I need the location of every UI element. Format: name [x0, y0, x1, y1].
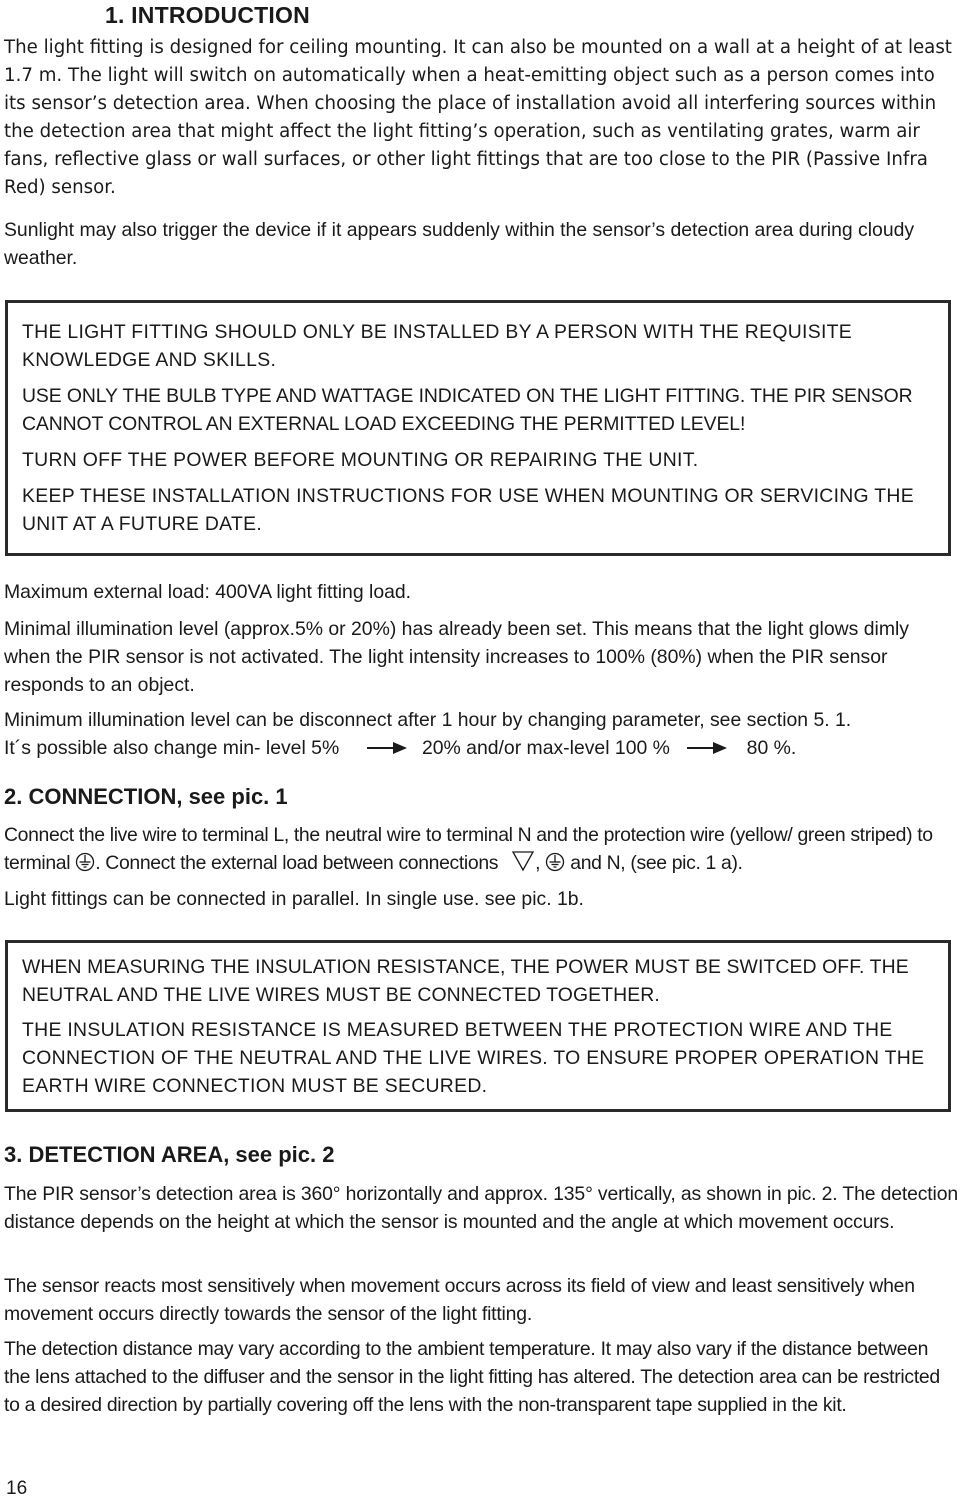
connection-text-b: . Connect the external load between connections [95, 852, 499, 874]
warning-line-installer: THE LIGHT FITTING SHOULD ONLY BE INSTALLED BY A PERSON WITH THE REQUISITE KNOWLEDGE AND SKILLS. [22, 321, 853, 371]
arrow-right-icon [367, 735, 407, 763]
warning-line-keep-instructions: KEEP THESE INSTALLATION INSTRUCTIONS FOR USE WHEN MOUNTING OR SERVICING THE UNIT AT A FUTURE DATE. [22, 485, 914, 535]
warning-line-power-off: TURN OFF THE POWER BEFORE MOUNTING OR REPAIRING THE UNIT. [22, 449, 699, 471]
warning-line-insulation-measure: WHEN MEASURING THE INSULATION RESISTANCE, THE POWER MUST BE SWITCED OFF. THE NEUTRAL AND THE LIVE WIRES MUST BE CONNECTED TOGETHER. [22, 956, 909, 1006]
section-heading-introduction: 1. INTRODUCTION [105, 2, 310, 28]
detection-paragraph-2: The sensor reacts most sensitively when movement occurs across its field of view and least sensitively when movement occurs directly towards the sensor of the light fitting. [4, 1275, 915, 1325]
triangle-down-icon [511, 850, 535, 880]
disconnect-illumination-text: Minimum illumination level can be disconnect after 1 hour by changing parameter, see section 5. 1. [4, 709, 852, 731]
min-illumination-text: Minimal illumination level (approx.5% or 20%) has already been set. This means that the light glows dimly when the PIR sensor is not activated. The light intensity increases to 100% (80%) when the PIR sensor responds to an object. [4, 618, 909, 696]
page-number: 16 [6, 1478, 28, 1499]
level-change-min-text: It´s possible also change min- level 5% [4, 737, 340, 759]
connection-paragraph-1 [4, 821, 959, 880]
warning-box-insulation [5, 940, 951, 1112]
level-change-mid-text: 20% and/or max-level 100 % [421, 737, 670, 759]
warning-box-installation [5, 300, 951, 556]
intro-paragraph-1: The light fitting is designed for ceiling mounting. It can also be mounted on a wall at a height of at least 1.7 m. The light will switch on automatically when a heat-emitting object such as a person comes into its sensor’s detection area. When choosing the place of installation avoid all interfering sources within the detection area that might affect the light fitting’s operation, such as ventilating grates, warm air fans, reflective glass or wall surfaces, or other light fittings that are too close to the PIR (Passive Infra Red) sensor. [4, 37, 952, 198]
detection-paragraph-3: The detection distance may vary according to the ambient temperature. It may also vary if the distance between the lens attached to the diffuser and the sensor in the light fitting has altered. The detection area can be restricted to a desired direction by partially covering off the lens with the non-transparent tape supplied in the kit. [4, 1338, 940, 1416]
connection-paragraph-2: Light fittings can be connected in parallel. In single use. see pic. 1b. [4, 888, 584, 910]
level-change-max-text: 80 %. [746, 737, 797, 759]
intro-paragraph-2: Sunlight may also trigger the device if it appears suddenly within the sensor’s detection area during cloudy weather. [4, 219, 915, 269]
connection-text-d: and N, (see pic. 1 a). [570, 852, 743, 874]
level-change-line [4, 734, 959, 763]
detection-paragraph-1: The PIR sensor’s detection area is 360° horizontally and approx. 135° vertically, as shown in pic. 2. The detection distance depends on the height at which the sensor is mounted and the angle at which movement occurs. [4, 1183, 958, 1233]
warning-line-bulb-type: USE ONLY THE BULB TYPE AND WATTAGE INDICATED ON THE LIGHT FITTING. THE PIR SENSOR CANNOT CONTROL AN EXTERNAL LOAD EXCEEDING THE PERMITTED LEVEL! [22, 385, 913, 435]
section-heading-detection-area: 3. DETECTION AREA, see pic. 2 [4, 1142, 335, 1167]
warning-line-insulation-resistance: THE INSULATION RESISTANCE IS MEASURED BETWEEN THE PROTECTION WIRE AND THE CONNECTION OF THE NEUTRAL AND THE LIVE WIRES. TO ENSURE PROPER OPERATION THE EARTH WIRE CONNECTION MUST BE SECURED. [22, 1019, 925, 1097]
arrow-right-icon [687, 735, 727, 763]
connection-text-a: Connect the live wire to terminal L, the neutral wire to terminal N and the protection wire (yellow/ green striped) to terminal [4, 824, 933, 874]
section-heading-connection: 2. CONNECTION, see pic. 1 [4, 784, 288, 809]
connection-text-c: , [535, 852, 541, 874]
earth-ground-icon [545, 852, 565, 880]
max-load-text: Maximum external load: 400VA light fitting load. [4, 581, 412, 603]
earth-ground-icon [75, 852, 95, 880]
